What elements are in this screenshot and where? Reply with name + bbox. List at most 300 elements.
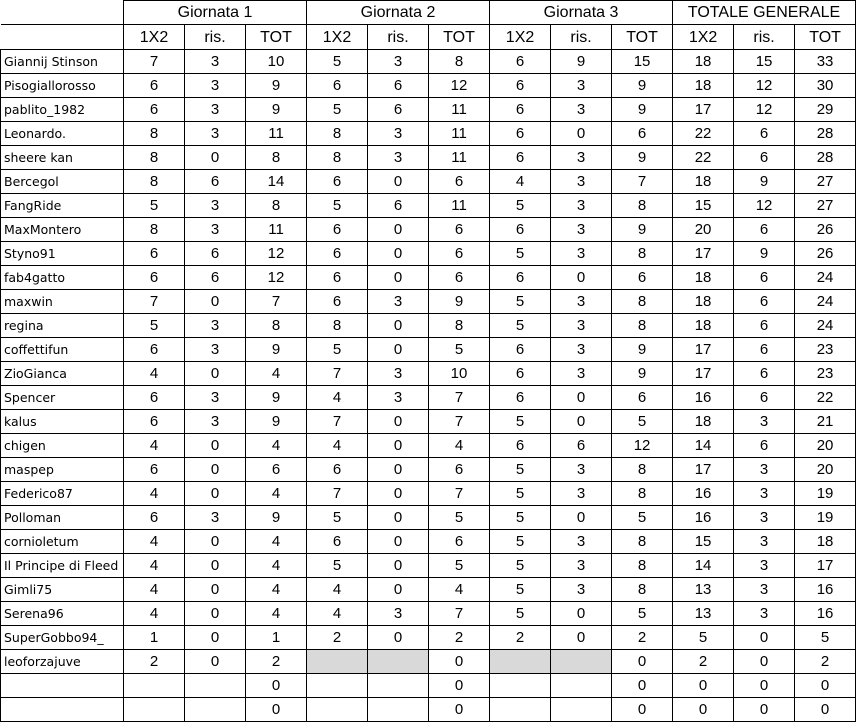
g2-1x2-cell: 6 <box>307 218 368 242</box>
g3-ris-cell: 3 <box>551 530 612 554</box>
g1-1x2-cell: 6 <box>124 74 185 98</box>
total-tot-cell: 24 <box>795 266 856 290</box>
g3-ris-cell: 3 <box>551 170 612 194</box>
g2-tot-cell: 11 <box>429 146 490 170</box>
total-1x2-cell: 20 <box>673 218 734 242</box>
g3-tot-cell: 9 <box>612 338 673 362</box>
player-name-cell: Bercegol <box>1 170 124 194</box>
total-ris-cell: 9 <box>734 242 795 266</box>
total-1x2-cell: 16 <box>673 386 734 410</box>
subheader-ris: ris. <box>551 25 612 50</box>
g2-1x2-cell: 7 <box>307 410 368 434</box>
table-row <box>1 674 856 698</box>
g3-1x2-cell: 5 <box>490 194 551 218</box>
table-row <box>1 458 856 482</box>
table-row <box>1 74 856 98</box>
g3-1x2-cell <box>490 698 551 722</box>
g1-ris-cell: 3 <box>185 386 246 410</box>
total-tot-cell: 21 <box>795 410 856 434</box>
total-1x2-cell: 17 <box>673 338 734 362</box>
total-ris-cell: 9 <box>734 170 795 194</box>
g2-1x2-cell: 5 <box>307 554 368 578</box>
g2-tot-cell: 5 <box>429 554 490 578</box>
g2-1x2-cell: 4 <box>307 386 368 410</box>
table-header <box>1 1 856 50</box>
total-ris-cell: 6 <box>734 314 795 338</box>
subheader-ris: ris. <box>185 25 246 50</box>
g2-tot-cell: 0 <box>429 698 490 722</box>
player-name-cell <box>1 674 124 698</box>
g3-ris-cell: 0 <box>551 602 612 626</box>
total-tot-cell: 28 <box>795 122 856 146</box>
total-tot-cell: 16 <box>795 578 856 602</box>
g2-tot-cell: 5 <box>429 506 490 530</box>
total-ris-cell: 3 <box>734 602 795 626</box>
g2-ris-cell: 0 <box>368 338 429 362</box>
g2-1x2-cell: 5 <box>307 50 368 74</box>
g3-1x2-cell: 5 <box>490 482 551 506</box>
table-row <box>1 626 856 650</box>
subheader-tot: TOT <box>795 25 856 50</box>
total-1x2-cell: 17 <box>673 458 734 482</box>
player-name-cell: MaxMontero <box>1 218 124 242</box>
total-1x2-cell: 18 <box>673 170 734 194</box>
total-1x2-cell: 17 <box>673 362 734 386</box>
g1-1x2-cell: 6 <box>124 98 185 122</box>
g2-1x2-cell <box>307 650 368 674</box>
table-row <box>1 602 856 626</box>
table-row <box>1 218 856 242</box>
g1-tot-cell: 4 <box>246 530 307 554</box>
g2-tot-cell: 6 <box>429 218 490 242</box>
g1-1x2-cell: 4 <box>124 362 185 386</box>
g3-tot-cell: 8 <box>612 578 673 602</box>
player-name-cell: ZioGianca <box>1 362 124 386</box>
g2-tot-cell: 4 <box>429 578 490 602</box>
g2-tot-cell: 7 <box>429 386 490 410</box>
table-row <box>1 434 856 458</box>
g3-tot-cell: 12 <box>612 434 673 458</box>
g3-ris-cell: 3 <box>551 314 612 338</box>
total-1x2-cell: 16 <box>673 482 734 506</box>
g3-1x2-cell: 5 <box>490 314 551 338</box>
player-name-cell: Il Principe di Fleed <box>1 554 124 578</box>
total-1x2-cell: 0 <box>673 674 734 698</box>
g1-1x2-cell: 6 <box>124 506 185 530</box>
total-1x2-cell: 18 <box>673 290 734 314</box>
g2-ris-cell: 0 <box>368 314 429 338</box>
g1-ris-cell: 3 <box>185 50 246 74</box>
g1-tot-cell: 9 <box>246 74 307 98</box>
total-ris-cell: 6 <box>734 146 795 170</box>
g1-1x2-cell: 5 <box>124 194 185 218</box>
g2-1x2-cell: 5 <box>307 98 368 122</box>
g1-tot-cell: 1 <box>246 626 307 650</box>
g3-ris-cell: 3 <box>551 482 612 506</box>
group-header-row <box>1 1 856 25</box>
g1-1x2-cell: 4 <box>124 602 185 626</box>
player-name-cell: Serena96 <box>1 602 124 626</box>
table-row <box>1 50 856 74</box>
total-ris-cell: 6 <box>734 362 795 386</box>
table-body <box>1 50 856 722</box>
g2-tot-cell: 8 <box>429 50 490 74</box>
total-1x2-cell: 18 <box>673 74 734 98</box>
g2-tot-cell: 6 <box>429 266 490 290</box>
player-name-cell: pablito_1982 <box>1 98 124 122</box>
player-name-cell: maxwin <box>1 290 124 314</box>
g3-ris-cell: 3 <box>551 74 612 98</box>
total-1x2-cell: 14 <box>673 434 734 458</box>
g2-1x2-cell: 6 <box>307 74 368 98</box>
g1-ris-cell: 6 <box>185 266 246 290</box>
g2-ris-cell: 3 <box>368 362 429 386</box>
total-tot-cell: 19 <box>795 482 856 506</box>
g3-1x2-cell: 4 <box>490 170 551 194</box>
g3-ris-cell: 9 <box>551 50 612 74</box>
table-row <box>1 122 856 146</box>
g3-tot-cell: 5 <box>612 506 673 530</box>
player-name-cell: SuperGobbo94_ <box>1 626 124 650</box>
g1-tot-cell: 9 <box>246 98 307 122</box>
total-1x2-cell: 13 <box>673 578 734 602</box>
g3-tot-cell: 0 <box>612 698 673 722</box>
g2-tot-cell: 6 <box>429 530 490 554</box>
g1-1x2-cell: 6 <box>124 266 185 290</box>
g2-1x2-cell: 4 <box>307 578 368 602</box>
g3-1x2-cell: 5 <box>490 530 551 554</box>
player-name-cell: maspep <box>1 458 124 482</box>
subheader-ris: ris. <box>368 25 429 50</box>
g1-ris-cell: 3 <box>185 218 246 242</box>
total-tot-cell: 30 <box>795 74 856 98</box>
g1-ris-cell: 0 <box>185 554 246 578</box>
subheader-1x2: 1X2 <box>124 25 185 50</box>
total-ris-cell: 6 <box>734 122 795 146</box>
g2-ris-cell: 0 <box>368 578 429 602</box>
table-row <box>1 290 856 314</box>
g2-1x2-cell: 4 <box>307 602 368 626</box>
g2-1x2-cell: 7 <box>307 482 368 506</box>
g2-tot-cell: 6 <box>429 170 490 194</box>
total-ris-cell: 6 <box>734 218 795 242</box>
g2-ris-cell: 3 <box>368 290 429 314</box>
g2-ris-cell: 0 <box>368 242 429 266</box>
g3-ris-cell: 3 <box>551 242 612 266</box>
table-row <box>1 578 856 602</box>
g3-1x2-cell: 5 <box>490 578 551 602</box>
g1-ris-cell: 0 <box>185 650 246 674</box>
g3-ris-cell: 6 <box>551 434 612 458</box>
g1-1x2-cell: 7 <box>124 50 185 74</box>
g3-tot-cell: 7 <box>612 170 673 194</box>
g2-tot-cell: 9 <box>429 290 490 314</box>
g3-ris-cell <box>551 674 612 698</box>
total-1x2-cell: 16 <box>673 506 734 530</box>
g3-ris-cell: 3 <box>551 290 612 314</box>
total-1x2-cell: 18 <box>673 314 734 338</box>
table-row <box>1 314 856 338</box>
g2-tot-cell: 12 <box>429 74 490 98</box>
g2-tot-cell: 0 <box>429 674 490 698</box>
g1-tot-cell: 9 <box>246 506 307 530</box>
total-tot-cell: 19 <box>795 506 856 530</box>
g2-1x2-cell: 5 <box>307 194 368 218</box>
g1-1x2-cell <box>124 698 185 722</box>
g1-1x2-cell: 6 <box>124 386 185 410</box>
g2-tot-cell: 10 <box>429 362 490 386</box>
g2-1x2-cell: 2 <box>307 626 368 650</box>
g3-1x2-cell: 2 <box>490 626 551 650</box>
g3-1x2-cell: 6 <box>490 146 551 170</box>
g2-1x2-cell: 6 <box>307 266 368 290</box>
g1-ris-cell: 0 <box>185 626 246 650</box>
total-1x2-cell: 18 <box>673 50 734 74</box>
player-name-cell: leoforzajuve <box>1 650 124 674</box>
g1-tot-cell: 9 <box>246 386 307 410</box>
g1-ris-cell: 0 <box>185 602 246 626</box>
g2-ris-cell: 0 <box>368 506 429 530</box>
g2-1x2-cell: 6 <box>307 242 368 266</box>
total-tot-cell: 5 <box>795 626 856 650</box>
g2-ris-cell <box>368 698 429 722</box>
table-row <box>1 266 856 290</box>
g1-ris-cell: 3 <box>185 74 246 98</box>
group-header-giornata-2: Giornata 2 <box>307 1 490 25</box>
g1-1x2-cell: 4 <box>124 482 185 506</box>
total-1x2-cell: 13 <box>673 602 734 626</box>
g2-ris-cell: 3 <box>368 50 429 74</box>
g2-1x2-cell: 6 <box>307 458 368 482</box>
table-row <box>1 170 856 194</box>
g2-1x2-cell: 5 <box>307 506 368 530</box>
table-row <box>1 386 856 410</box>
g1-1x2-cell: 6 <box>124 242 185 266</box>
g2-1x2-cell: 6 <box>307 530 368 554</box>
total-1x2-cell: 22 <box>673 146 734 170</box>
total-ris-cell: 0 <box>734 626 795 650</box>
total-tot-cell: 33 <box>795 50 856 74</box>
g3-tot-cell: 6 <box>612 386 673 410</box>
total-1x2-cell: 17 <box>673 98 734 122</box>
g2-ris-cell: 0 <box>368 554 429 578</box>
g3-1x2-cell: 6 <box>490 434 551 458</box>
g3-ris-cell <box>551 650 612 674</box>
player-name-cell <box>1 698 124 722</box>
g1-ris-cell <box>185 698 246 722</box>
subheader-1x2: 1X2 <box>307 25 368 50</box>
g3-ris-cell: 0 <box>551 386 612 410</box>
g2-tot-cell: 5 <box>429 338 490 362</box>
table-row <box>1 338 856 362</box>
group-header-giornata-3: Giornata 3 <box>490 1 673 25</box>
g2-ris-cell: 0 <box>368 410 429 434</box>
player-name-cell: sheere kan <box>1 146 124 170</box>
total-ris-cell: 12 <box>734 194 795 218</box>
table-row <box>1 410 856 434</box>
g1-1x2-cell: 6 <box>124 458 185 482</box>
subheader-tot: TOT <box>246 25 307 50</box>
g3-tot-cell: 5 <box>612 410 673 434</box>
g2-tot-cell: 4 <box>429 434 490 458</box>
player-name-cell: kalus <box>1 410 124 434</box>
total-1x2-cell: 18 <box>673 410 734 434</box>
total-tot-cell: 17 <box>795 554 856 578</box>
g2-tot-cell: 11 <box>429 194 490 218</box>
g1-1x2-cell: 8 <box>124 122 185 146</box>
g1-ris-cell: 0 <box>185 290 246 314</box>
g2-ris-cell: 0 <box>368 170 429 194</box>
g1-1x2-cell: 4 <box>124 530 185 554</box>
g2-ris-cell: 0 <box>368 434 429 458</box>
player-name-cell: Polloman <box>1 506 124 530</box>
g1-ris-cell: 0 <box>185 578 246 602</box>
g1-tot-cell: 12 <box>246 266 307 290</box>
player-name-cell: FangRide <box>1 194 124 218</box>
total-1x2-cell: 15 <box>673 530 734 554</box>
g1-tot-cell: 11 <box>246 122 307 146</box>
g2-1x2-cell: 6 <box>307 170 368 194</box>
g1-tot-cell: 4 <box>246 434 307 458</box>
g1-tot-cell: 8 <box>246 194 307 218</box>
total-ris-cell: 15 <box>734 50 795 74</box>
g3-tot-cell: 5 <box>612 602 673 626</box>
g3-tot-cell: 8 <box>612 290 673 314</box>
g2-ris-cell: 3 <box>368 602 429 626</box>
total-ris-cell: 6 <box>734 386 795 410</box>
g3-ris-cell: 3 <box>551 218 612 242</box>
g3-ris-cell: 0 <box>551 122 612 146</box>
total-tot-cell: 2 <box>795 650 856 674</box>
g2-1x2-cell: 5 <box>307 338 368 362</box>
g3-tot-cell: 9 <box>612 74 673 98</box>
total-ris-cell: 6 <box>734 338 795 362</box>
player-name-cell: chigen <box>1 434 124 458</box>
g3-1x2-cell <box>490 650 551 674</box>
g1-ris-cell: 3 <box>185 314 246 338</box>
g3-tot-cell: 9 <box>612 218 673 242</box>
g2-ris-cell: 6 <box>368 74 429 98</box>
g1-tot-cell: 8 <box>246 146 307 170</box>
group-header-totale-generale: TOTALE GENERALE <box>673 1 856 25</box>
g3-1x2-cell: 6 <box>490 50 551 74</box>
g3-1x2-cell: 6 <box>490 122 551 146</box>
g3-ris-cell: 0 <box>551 266 612 290</box>
g1-tot-cell: 0 <box>246 674 307 698</box>
table-row <box>1 146 856 170</box>
g1-tot-cell: 8 <box>246 314 307 338</box>
g3-ris-cell: 3 <box>551 98 612 122</box>
g2-tot-cell: 11 <box>429 122 490 146</box>
g3-1x2-cell: 6 <box>490 98 551 122</box>
g2-ris-cell: 0 <box>368 482 429 506</box>
g2-ris-cell <box>368 674 429 698</box>
g3-ris-cell: 3 <box>551 578 612 602</box>
player-name-cell: cornioletum <box>1 530 124 554</box>
g1-ris-cell: 0 <box>185 458 246 482</box>
g1-ris-cell: 0 <box>185 362 246 386</box>
g1-1x2-cell: 1 <box>124 626 185 650</box>
g2-ris-cell: 3 <box>368 122 429 146</box>
g3-ris-cell: 3 <box>551 146 612 170</box>
total-ris-cell: 12 <box>734 74 795 98</box>
g2-ris-cell: 6 <box>368 194 429 218</box>
total-1x2-cell: 2 <box>673 650 734 674</box>
g1-1x2-cell: 5 <box>124 314 185 338</box>
g2-ris-cell: 0 <box>368 626 429 650</box>
player-name-cell: Giannij Stinson <box>1 50 124 74</box>
g3-tot-cell: 2 <box>612 626 673 650</box>
total-1x2-cell: 22 <box>673 122 734 146</box>
g1-tot-cell: 4 <box>246 578 307 602</box>
total-ris-cell: 0 <box>734 674 795 698</box>
g3-1x2-cell: 6 <box>490 266 551 290</box>
g3-ris-cell: 3 <box>551 362 612 386</box>
g3-tot-cell: 9 <box>612 98 673 122</box>
g1-tot-cell: 9 <box>246 410 307 434</box>
total-tot-cell: 0 <box>795 698 856 722</box>
g3-ris-cell: 3 <box>551 338 612 362</box>
total-ris-cell: 6 <box>734 290 795 314</box>
g3-tot-cell: 0 <box>612 674 673 698</box>
g3-ris-cell: 0 <box>551 410 612 434</box>
g1-tot-cell: 9 <box>246 338 307 362</box>
g1-ris-cell: 3 <box>185 410 246 434</box>
g1-ris-cell: 6 <box>185 242 246 266</box>
total-ris-cell: 3 <box>734 482 795 506</box>
g1-tot-cell: 4 <box>246 602 307 626</box>
table-row <box>1 242 856 266</box>
g3-1x2-cell: 5 <box>490 410 551 434</box>
g3-1x2-cell: 6 <box>490 338 551 362</box>
g2-ris-cell: 6 <box>368 98 429 122</box>
total-ris-cell: 0 <box>734 650 795 674</box>
g1-tot-cell: 12 <box>246 242 307 266</box>
total-ris-cell: 3 <box>734 530 795 554</box>
g1-ris-cell <box>185 674 246 698</box>
table-row <box>1 698 856 722</box>
total-1x2-cell: 0 <box>673 698 734 722</box>
g1-1x2-cell: 8 <box>124 218 185 242</box>
g3-tot-cell: 0 <box>612 650 673 674</box>
total-ris-cell: 0 <box>734 698 795 722</box>
total-1x2-cell: 17 <box>673 242 734 266</box>
g2-ris-cell: 0 <box>368 218 429 242</box>
g3-ris-cell: 0 <box>551 506 612 530</box>
g1-ris-cell: 0 <box>185 146 246 170</box>
g3-tot-cell: 8 <box>612 554 673 578</box>
g3-ris-cell: 3 <box>551 554 612 578</box>
g2-ris-cell: 0 <box>368 530 429 554</box>
g1-1x2-cell <box>124 674 185 698</box>
g3-1x2-cell: 5 <box>490 242 551 266</box>
total-tot-cell: 24 <box>795 290 856 314</box>
total-tot-cell: 28 <box>795 146 856 170</box>
g2-1x2-cell <box>307 698 368 722</box>
player-name-cell: Federico87 <box>1 482 124 506</box>
g1-tot-cell: 4 <box>246 362 307 386</box>
g3-1x2-cell <box>490 674 551 698</box>
g2-1x2-cell <box>307 674 368 698</box>
g1-ris-cell: 0 <box>185 434 246 458</box>
g1-1x2-cell: 8 <box>124 170 185 194</box>
player-name-cell: Leonardo. <box>1 122 124 146</box>
g3-ris-cell <box>551 698 612 722</box>
g3-tot-cell: 8 <box>612 194 673 218</box>
g3-tot-cell: 8 <box>612 458 673 482</box>
total-tot-cell: 27 <box>795 194 856 218</box>
subheader-1x2: 1X2 <box>490 25 551 50</box>
